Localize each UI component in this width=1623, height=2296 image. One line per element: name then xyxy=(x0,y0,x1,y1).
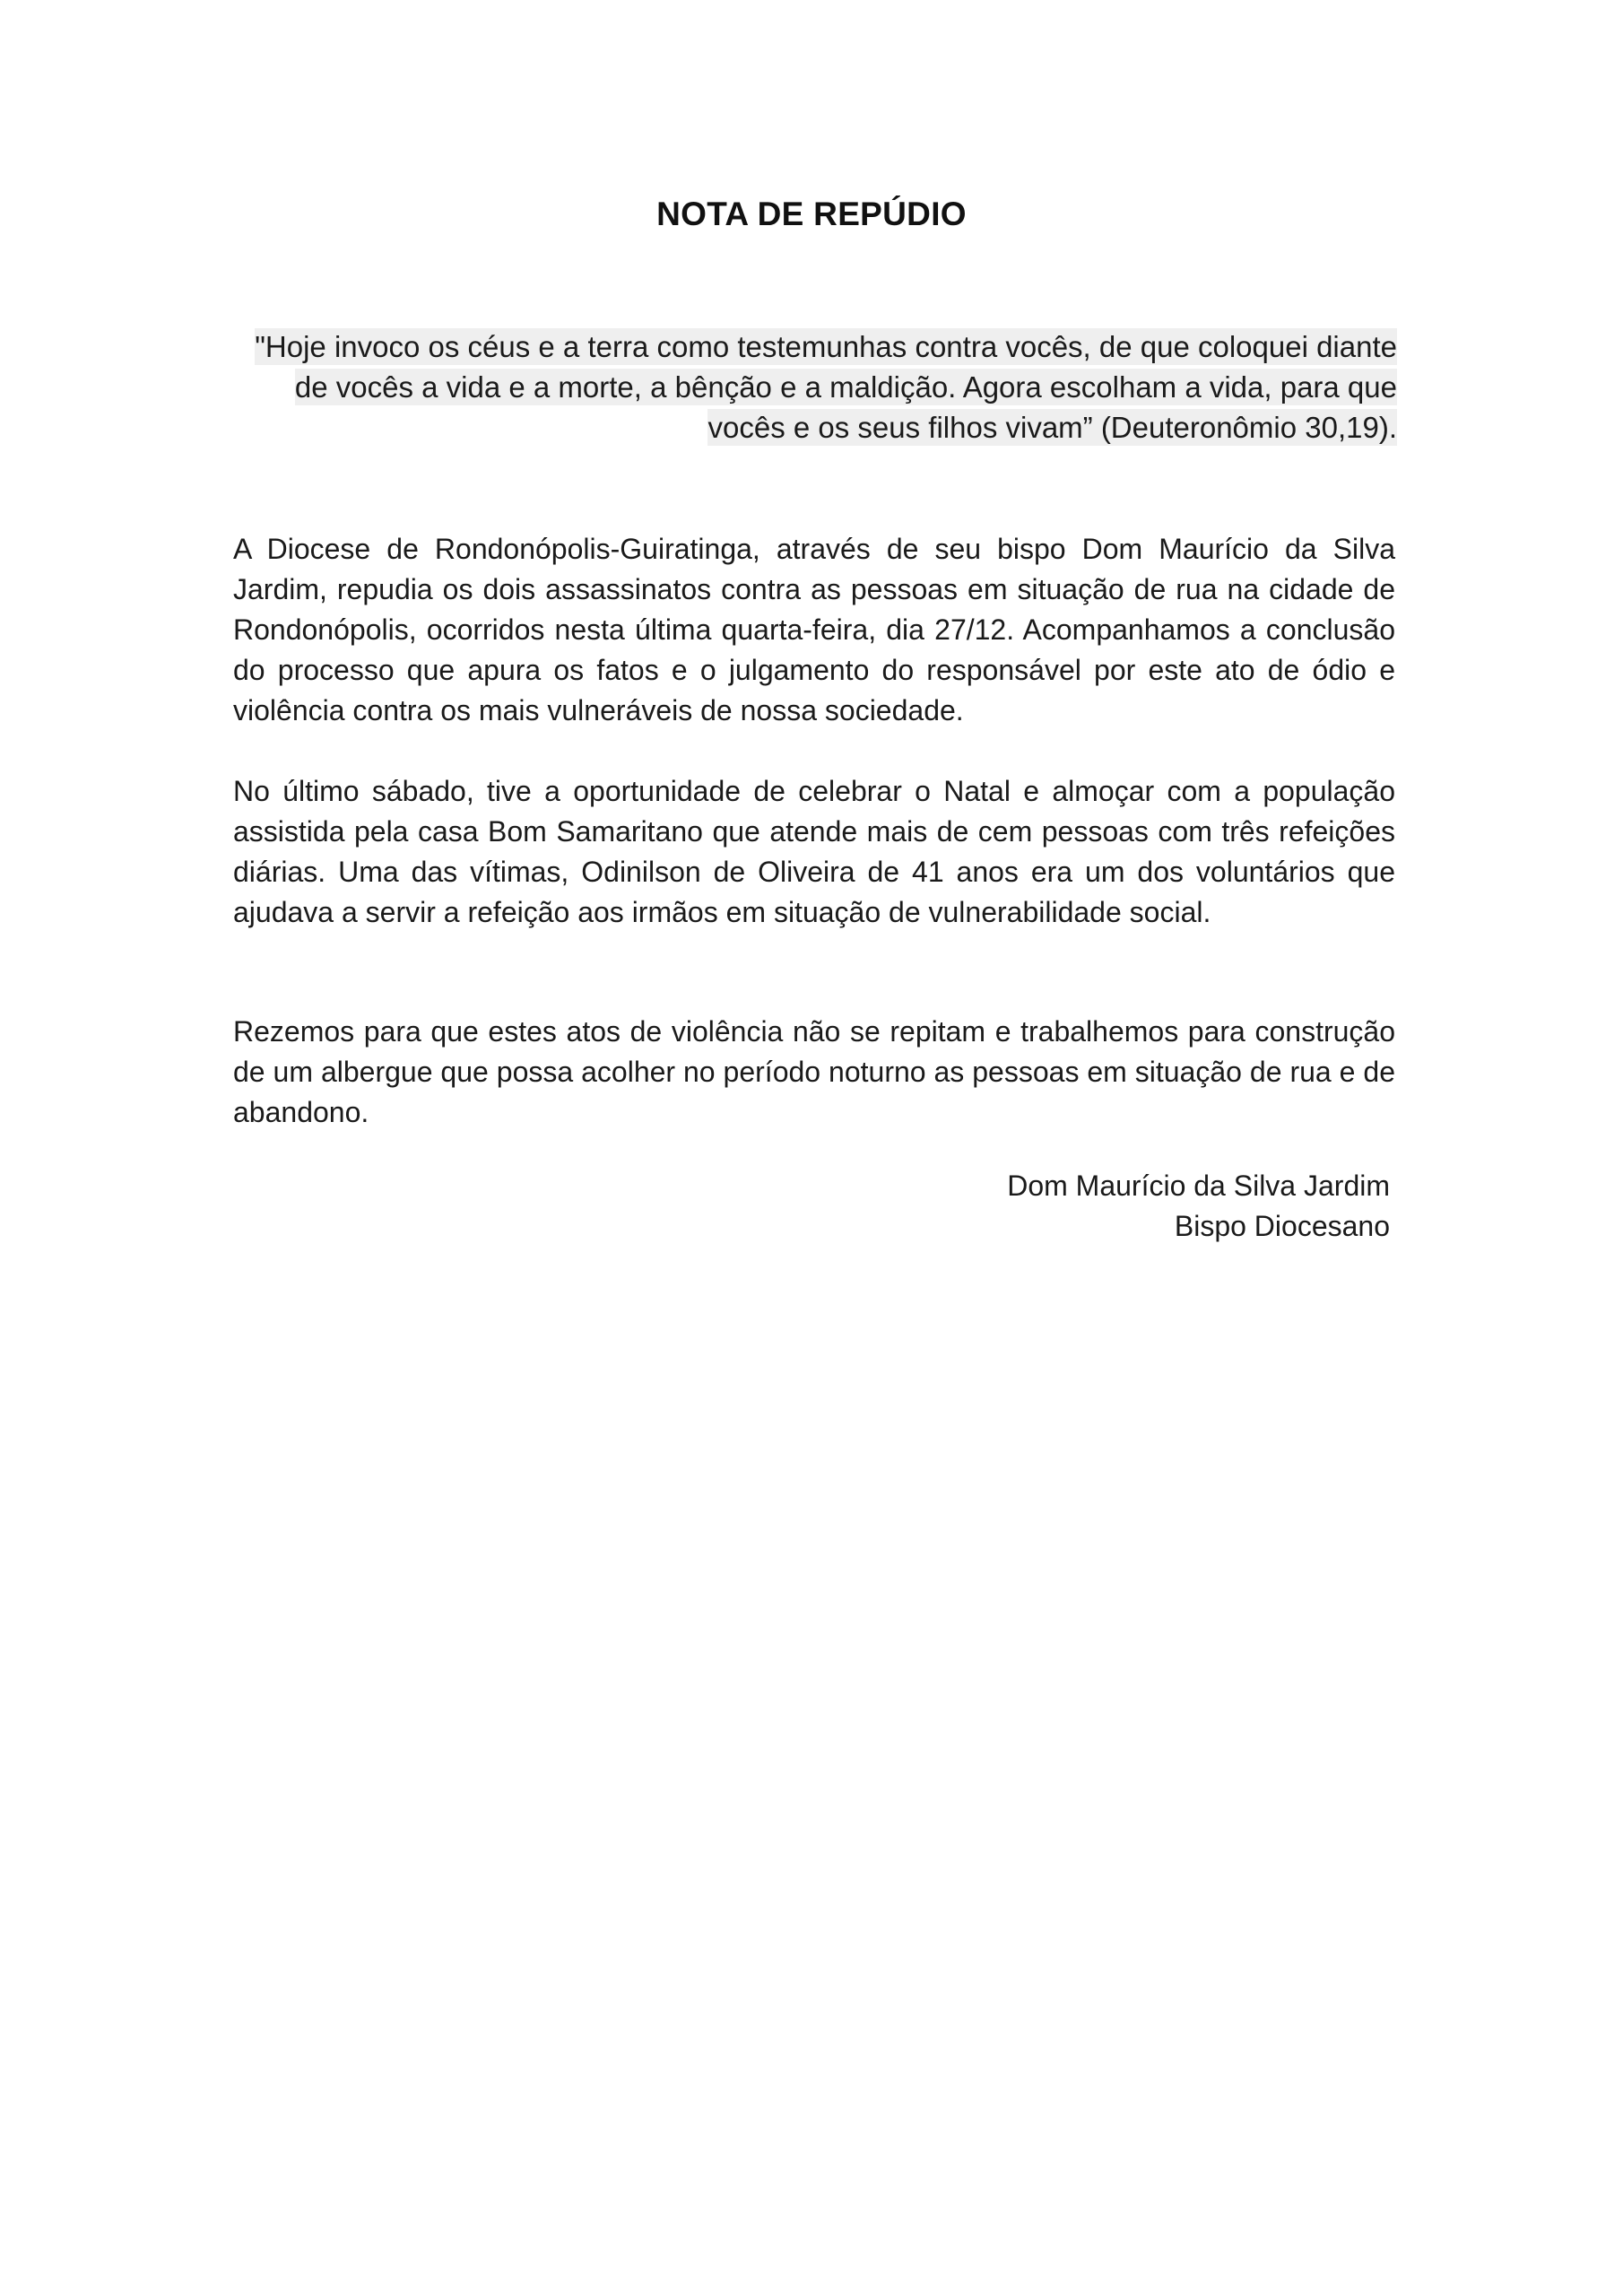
paragraph-victim-context: No último sábado, tive a oportunidade de celebrar o Natal e almoçar com a população assistida pela casa Bom Samaritano que atende mais de cem pessoas com três refeições diárias. Uma das vítimas, Odinilson de Oliveira de 41 anos era um dos voluntários que ajudava a servir a refeição aos irmãos em situação de vulnerabilidade social. xyxy=(233,775,1395,928)
epigraph-quote xyxy=(231,326,1397,448)
paragraph-prayer: Rezemos para que estes atos de violência não se repitam e trabalhemos para construção de um albergue que possa acolher no período noturno as pessoas em situação de rua e de abandono. xyxy=(233,1015,1395,1128)
epigraph-text: "Hoje invoco os céus e a terra como testemunhas contra vocês, de que coloquei diante de vocês a vida e a morte, a bênção e a maldição. Agora escolham a vida, para que vocês e os seus filhos vivam” (Deuteronômio 30,19). xyxy=(255,330,1397,444)
document-title: NOTA DE REPÚDIO xyxy=(656,196,967,232)
paragraph-repudiation: A Diocese de Rondonópolis-Guiratinga, através de seu bispo Dom Maurício da Silva Jardim, repudia os dois assassinatos contra as pessoas em situação de rua na cidade de Rondonópolis, ocorridos nesta última quarta-feira, dia 27/12. Acompanhamos a conclusão do processo que apura os fatos e o julgamento do responsável por este ato de ódio e violência contra os mais vulneráveis de nossa sociedade. xyxy=(233,533,1395,726)
signature-block xyxy=(673,1166,1390,1247)
signature-name: Dom Maurício da Silva Jardim xyxy=(1007,1170,1390,1202)
signature-role: Bispo Diocesano xyxy=(1174,1210,1390,1242)
